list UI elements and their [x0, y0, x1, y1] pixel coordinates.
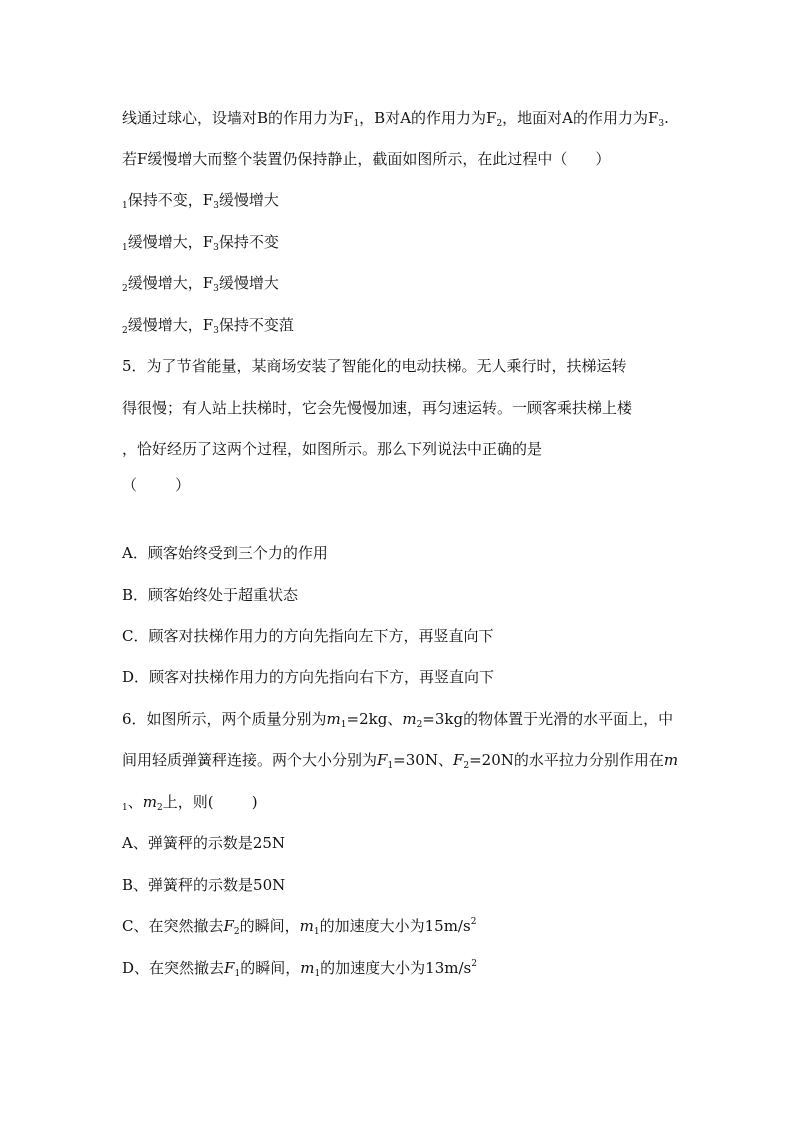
option-text: 保持不变，F	[127, 191, 214, 209]
q4-stem-line-2	[122, 149, 610, 169]
q5-option-a: A．顾客始终受到三个力的作用	[122, 544, 328, 562]
subscript: 2	[496, 119, 503, 129]
q5-stem-line-2: 得很慢；有人站上扶梯时，它会先慢慢加速，再匀速运转。一顾客乘扶梯上楼	[122, 399, 633, 417]
option-text: 的瞬间，	[239, 917, 300, 935]
variable-m: m	[299, 917, 314, 935]
q4-stem-text: ，B对A的作用力为F	[359, 109, 497, 127]
variable-m: m	[663, 751, 679, 769]
q5-answer-paren: （ ）	[122, 476, 191, 494]
q6-option-a: A、弹簧秤的示数是25N	[122, 834, 286, 852]
subscript: 3	[658, 119, 665, 129]
subscript: 1	[314, 969, 321, 979]
option-text: D、在突然撤去	[122, 959, 225, 977]
q4-option-4	[122, 315, 294, 335]
q4-option-3	[122, 273, 279, 293]
subscript: 1	[353, 119, 360, 129]
variable-m: m	[142, 793, 157, 811]
q6-option-d	[122, 958, 477, 978]
q4-stem-line-1	[122, 108, 669, 128]
subscript: 2	[122, 284, 128, 294]
q6-stem-text: 、	[127, 793, 143, 811]
q6-stem-line-1	[122, 709, 673, 729]
option-text: 缓慢增大	[218, 274, 279, 292]
subscript: 2	[156, 803, 163, 813]
option-text: C、在突然撤去	[122, 917, 224, 935]
subscript: 2	[233, 927, 240, 937]
variable-f: F	[224, 959, 235, 977]
q5-option-c: C．顾客对扶梯作用力的方向先指向左下方，再竖直向下	[122, 627, 494, 645]
subscript: 2	[463, 761, 470, 771]
option-text: 保持不变	[218, 233, 279, 251]
option-text: 缓慢增大，F	[127, 316, 214, 334]
subscript: 1	[387, 761, 394, 771]
option-text: 的加速度大小为15m/s	[319, 917, 471, 935]
q4-stem-text: 线通过球心，设墙对B的作用力为F	[122, 109, 354, 127]
q4-stem-text: ，地面对A的作用力为F	[502, 109, 659, 127]
option-text: 缓慢增大，F	[127, 233, 214, 251]
q6-option-b: B、弹簧秤的示数是50N	[122, 876, 286, 894]
option-text: 保持不变菹	[218, 316, 294, 334]
subscript: 1	[340, 720, 347, 730]
option-text: 缓慢增大，F	[127, 274, 214, 292]
subscript: 3	[213, 326, 219, 336]
variable-f: F	[223, 917, 234, 935]
answer-paren-close: ）	[595, 150, 611, 168]
option-text: 的加速度大小为13m/s	[320, 959, 472, 977]
subscript: 1	[313, 927, 320, 937]
subscript: 2	[122, 326, 128, 336]
superscript: 2	[471, 959, 477, 969]
q6-stem-text: =2kg、	[346, 710, 403, 728]
q5-option-b: B．顾客始终处于超重状态	[122, 586, 299, 604]
q6-stem-text: 间用轻质弹簧秤连接。两个大小分别为	[122, 751, 378, 769]
subscript: 1	[234, 969, 241, 979]
q5-stem-line-1: 5．为了节省能量，某商场安装了智能化的电动扶梯。无人乘行时，扶梯运转	[122, 357, 627, 375]
q5-stem-line-3: ，恰好经历了这两个过程，如图所示。那么下列说法中正确的是	[122, 440, 543, 458]
q6-stem-text: =20N的水平拉力分别作用在	[469, 751, 664, 769]
q6-option-c	[122, 916, 476, 936]
variable-f: F	[377, 751, 388, 769]
q4-stem-text: 若F缓慢增大而整个装置仍保持静止，截面如图所示，在此过程中（	[122, 150, 568, 168]
q4-stem-text: .	[664, 109, 669, 127]
q5-option-d: D．顾客对扶梯作用力的方向先指向右下方，再竖直向下	[122, 668, 495, 686]
q6-stem-text: 上，则( )	[162, 793, 258, 811]
q4-option-1	[122, 190, 279, 210]
variable-m: m	[402, 710, 417, 728]
variable-f: F	[452, 751, 464, 769]
subscript: 3	[213, 201, 219, 211]
q6-stem-text: =3kg的物体置于光滑的水平面上，中	[422, 710, 674, 728]
subscript: 1	[122, 201, 128, 211]
subscript: 2	[416, 720, 423, 730]
q6-stem-text: 6．如图所示，两个质量分别为	[122, 710, 327, 728]
subscript: 3	[213, 284, 219, 294]
superscript: 2	[470, 917, 477, 927]
variable-m: m	[326, 710, 341, 728]
subscript: 1	[122, 243, 128, 253]
variable-m: m	[300, 959, 315, 977]
q6-stem-text: =30N、	[393, 751, 453, 769]
q6-stem-line-2	[122, 750, 678, 770]
q6-stem-line-3	[122, 792, 258, 812]
subscript: 1	[122, 803, 128, 813]
option-text: 的瞬间，	[240, 959, 301, 977]
subscript: 3	[213, 243, 219, 253]
option-text: 缓慢增大	[218, 191, 279, 209]
q4-option-2	[122, 232, 279, 252]
